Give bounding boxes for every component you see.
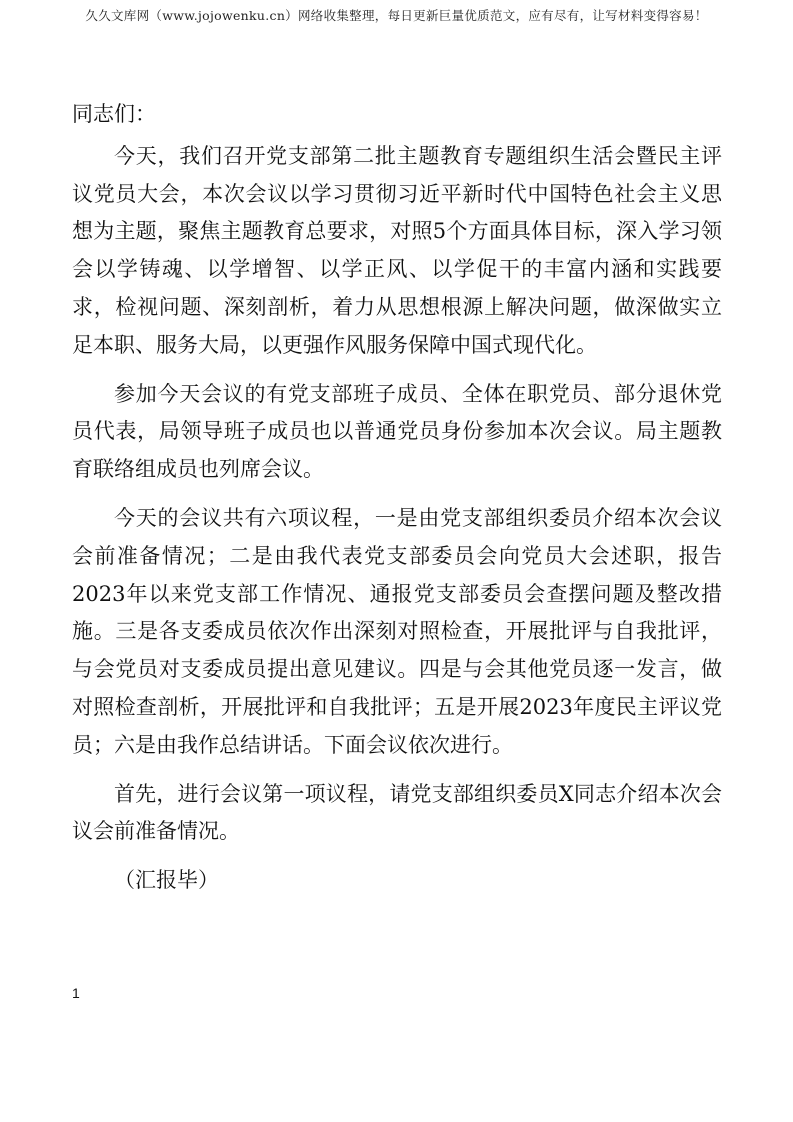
- paragraph-first-item: 首先，进行会议第一项议程，请党支部组织委员X同志介绍本次会议会前准备情况。: [72, 781, 722, 844]
- aside-note: （汇报毕）: [114, 868, 219, 893]
- header-note: 久久文库网（www.jojowenku.cn）网络收集整理，每日更新巨量优质范文，应有尽有，让写材料变得容易！: [85, 8, 708, 23]
- paragraph-agenda: 今天的会议共有六项议程，一是由党支部组织委员介绍本次会议会前准备情况；二是由我代表党支部委员会向党员大会述职，报告2023年以来党支部工作情况、通报党支部委员会查摆问题及整改措施。三是各支委成员依次作出深刻对照检查，开展批评与自我批评，与会党员对支委成员提出意见建议。四是与会其他党员逐一发言，做对照检查剖析，开展批评和自我批评；五是开展2023年度民主评议党员；六是由我作总结讲话。下面会议依次进行。: [72, 505, 722, 757]
- salutation: 同志们：: [72, 102, 156, 126]
- paragraph-attendees: 参加今天会议的有党支部班子成员、全体在职党员、部分退休党员代表，局领导班子成员也以普通党员身份参加本次会议。局主题教育联络组成员也列席会议。: [72, 381, 722, 482]
- paragraph-opening: 今天，我们召开党支部第二批主题教育专题组织生活会暨民主评议党员大会，本次会议以学习贯彻习近平新时代中国特色社会主义思想为主题，聚焦主题教育总要求，对照5个方面具体目标，深入学习领会以学铸魂、以学增智、以学正风、以学促干的丰富内涵和实践要求，检视问题、深刻剖析，着力从思想根源上解决问题，做深做实立足本职、服务大局，以更强作风服务保障中国式现代化。: [72, 143, 722, 357]
- page-number: 1: [72, 985, 80, 1001]
- document-body: [72, 96, 722, 911]
